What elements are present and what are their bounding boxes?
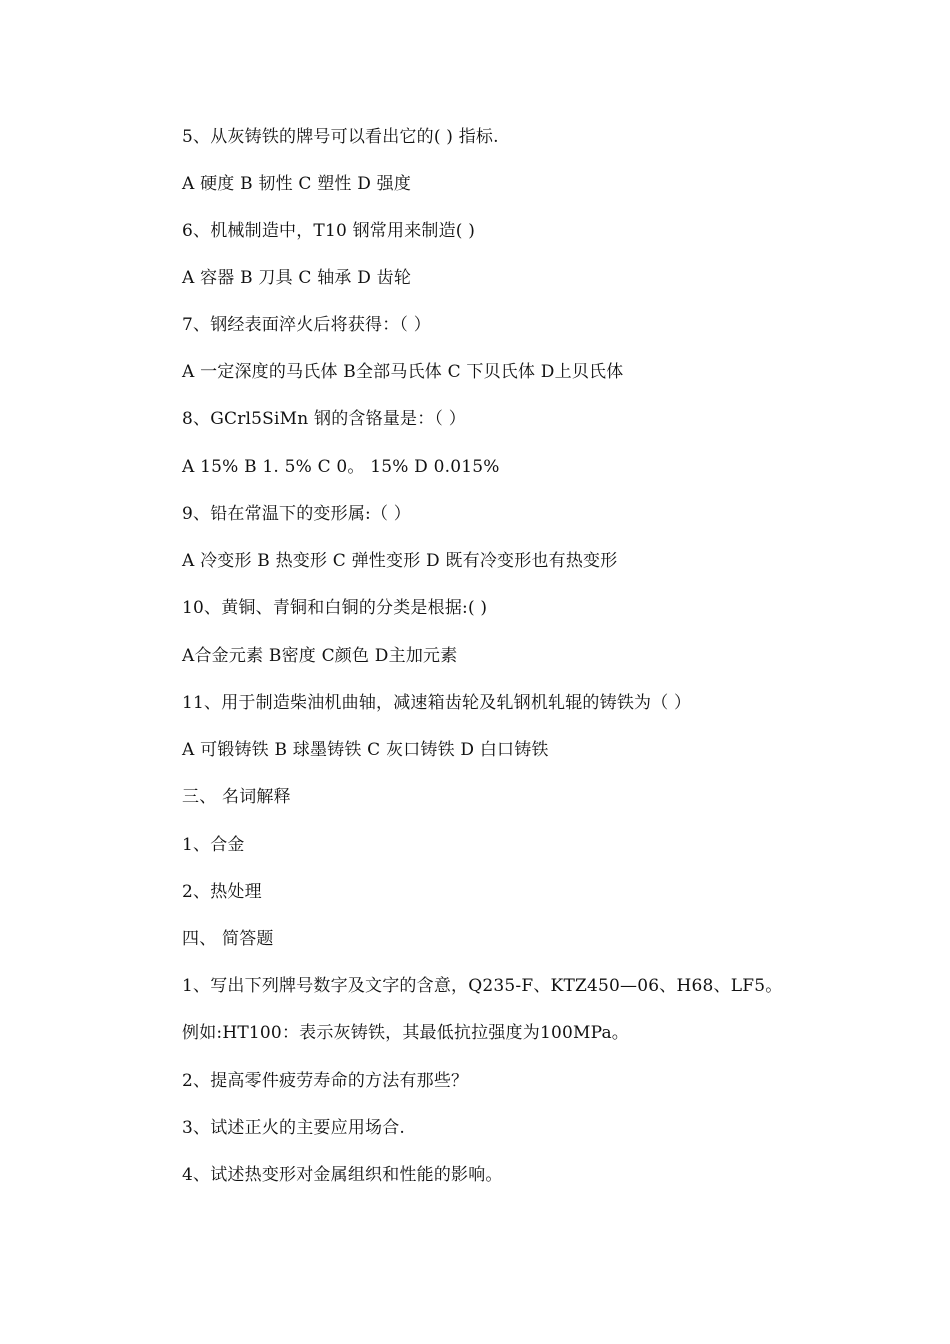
question-8-options: A 15% B 1. 5% C 0。 15% D 0.015% [182, 457, 500, 477]
short-answer-3: 3、试述正火的主要应用场合. [182, 1118, 406, 1138]
question-6: 6、机械制造中，T10 钢常用来制造( ) [182, 221, 476, 241]
question-6-options: A 容器 B 刀具 C 轴承 D 齿轮 [182, 268, 412, 288]
question-10-options: A合金元素 B密度 C颜色 D主加元素 [182, 646, 458, 666]
question-9-options: A 冷变形 B 热变形 C 弹性变形 D 既有冷变形也有热变形 [182, 551, 618, 571]
question-9: 9、铅在常温下的变形属:（ ） [182, 504, 411, 524]
term-2: 2、热处理 [182, 882, 262, 902]
short-answer-2: 2、提高零件疲劳寿命的方法有那些？ [182, 1071, 469, 1091]
short-answer-4: 4、试述热变形对金属组织和性能的影响。 [182, 1165, 503, 1185]
question-8: 8、GCrl5SiMn 钢的含铬量是：（ ） [182, 409, 466, 429]
term-1: 1、合金 [182, 835, 245, 855]
question-5: 5、从灰铸铁的牌号可以看出它的( ) 指标. [182, 127, 499, 147]
question-11: 11、用于制造柴油机曲轴，减速箱齿轮及轧钢机轧辊的铸铁为（ ） [182, 693, 692, 713]
section-heading-short-answer: 四、 简答题 [182, 929, 274, 949]
section-heading-terms: 三、 名词解释 [182, 787, 291, 807]
question-11-options: A 可锻铸铁 B 球墨铸铁 C 灰口铸铁 D 白口铸铁 [182, 740, 549, 760]
short-answer-1: 1、写出下列牌号数字及文字的含意，Q235-F、KTZ450—06、H68、LF5。 [182, 976, 783, 996]
question-7-options: A 一定深度的马氏体 B全部马氏体 C 下贝氏体 D上贝氏体 [182, 362, 624, 382]
short-answer-1-example: 例如:HT100：表示灰铸铁，其最低抗拉强度为100MPa。 [182, 1023, 630, 1043]
question-7: 7、钢经表面淬火后将获得：（ ） [182, 315, 431, 335]
question-5-options: A 硬度 B 韧性 C 塑性 D 强度 [182, 174, 412, 194]
question-10: 10、黄铜、青铜和白铜的分类是根据:( ) [182, 598, 488, 618]
